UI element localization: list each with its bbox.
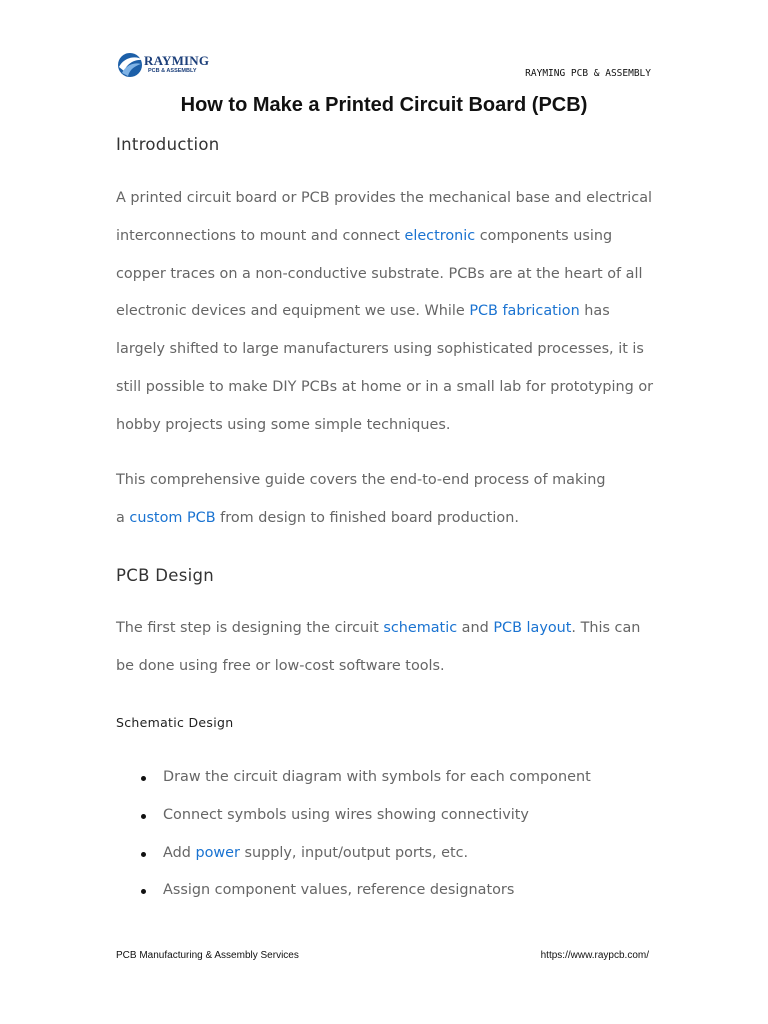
intro-paragraph-1 bbox=[116, 180, 661, 445]
text-line: copper traces on a non-conductive substrate. PCBs are at the heart of all bbox=[116, 265, 643, 282]
schematic-bullet-list bbox=[116, 759, 661, 910]
text-span: a bbox=[116, 509, 130, 526]
page-title: How to Make a Printed Circuit Board (PCB) bbox=[180, 94, 588, 116]
heading-pcb-design: PCB Design bbox=[116, 566, 215, 585]
link-custom-pcb[interactable]: custom PCB bbox=[129, 509, 216, 526]
bullet-icon bbox=[141, 852, 146, 857]
text-span: and bbox=[457, 620, 494, 636]
text-line: largely shifted to large manufacturers using sophisticated processes, it is bbox=[116, 341, 644, 358]
bullet-icon bbox=[141, 889, 146, 894]
footer-url-link[interactable]: https://www.raypcb.com/ bbox=[540, 950, 649, 961]
text-line: A printed circuit board or PCB provides the mechanical base and electrical bbox=[116, 190, 653, 206]
header-company-name: RAYMING PCB & ASSEMBLY bbox=[525, 68, 651, 79]
text-line bbox=[116, 610, 661, 648]
text-line bbox=[116, 218, 661, 256]
text-span: has bbox=[579, 303, 610, 320]
text-line: This comprehensive guide covers the end-to-end process of making bbox=[116, 472, 606, 488]
list-item-text: Assign component values, reference designators bbox=[163, 882, 515, 899]
rayming-logo bbox=[116, 51, 216, 81]
list-item bbox=[116, 872, 661, 910]
bullet-icon bbox=[141, 776, 146, 781]
text-line: be done using free or low-cost software tools. bbox=[116, 657, 445, 674]
text-line: still possible to make DIY PCBs at home or in a small lab for prototyping or bbox=[116, 378, 654, 395]
link-schematic[interactable]: schematic bbox=[383, 620, 458, 636]
heading-schematic-design: Schematic Design bbox=[116, 715, 234, 730]
list-item bbox=[116, 759, 661, 797]
text-span: components using bbox=[475, 227, 613, 244]
link-pcb-layout[interactable]: PCB layout bbox=[493, 620, 572, 636]
footer-services-text: PCB Manufacturing & Assembly Services bbox=[116, 950, 299, 961]
text-line: hobby projects using some simple techniques. bbox=[116, 416, 451, 433]
link-pcb-fabrication[interactable]: PCB fabrication bbox=[469, 303, 580, 320]
text-span: interconnections to mount and connect bbox=[116, 227, 405, 244]
intro-paragraph-2 bbox=[116, 462, 661, 538]
rayming-logo-icon bbox=[116, 51, 144, 79]
logo-subtext: PCB & ASSEMBLY bbox=[148, 68, 197, 74]
text-span: electronic devices and equipment we use. While bbox=[116, 303, 470, 320]
text-span: Add bbox=[163, 844, 196, 861]
bullet-icon bbox=[141, 814, 146, 819]
link-power[interactable]: power bbox=[195, 844, 240, 861]
link-electronic[interactable]: electronic bbox=[404, 227, 476, 244]
text-span: from design to finished board production. bbox=[215, 509, 519, 526]
heading-introduction: Introduction bbox=[116, 135, 220, 154]
text-line bbox=[116, 500, 661, 538]
text-line bbox=[116, 293, 661, 331]
list-item bbox=[116, 835, 661, 873]
text-span: supply, input/output ports, etc. bbox=[239, 844, 469, 861]
list-item bbox=[116, 797, 661, 835]
logo-text: RAYMING bbox=[144, 53, 210, 68]
text-span: . This can bbox=[571, 620, 641, 636]
list-item-text: Draw the circuit diagram with symbols for each component bbox=[163, 769, 591, 785]
design-paragraph bbox=[116, 610, 661, 686]
list-item-text: Connect symbols using wires showing connectivity bbox=[163, 806, 529, 823]
text-span: The first step is designing the circuit bbox=[116, 620, 384, 636]
